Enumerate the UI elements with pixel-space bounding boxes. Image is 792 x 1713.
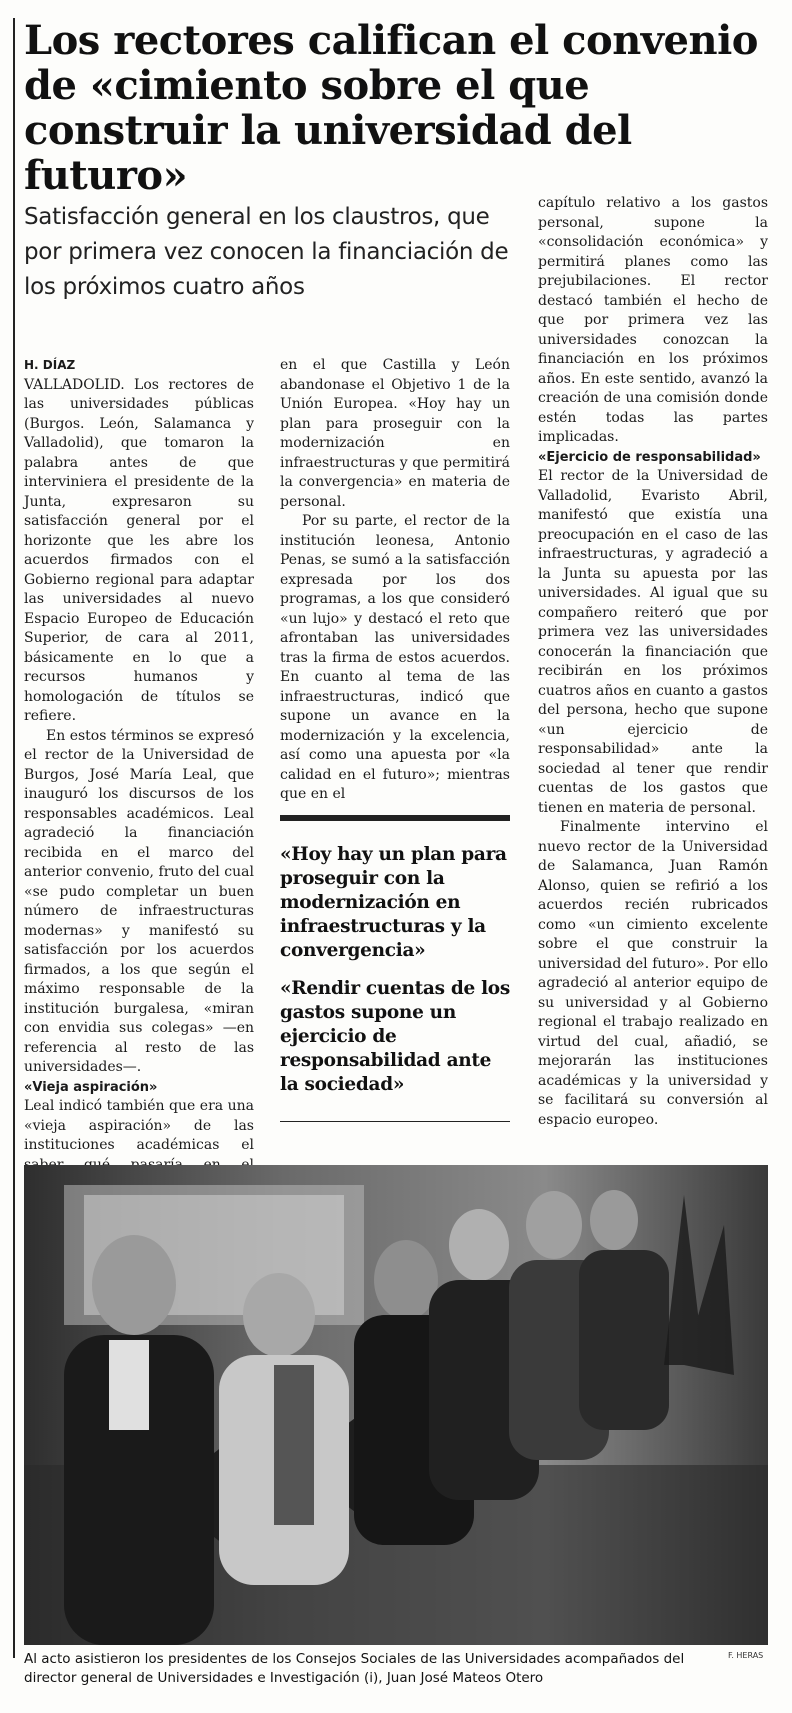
news-photo bbox=[24, 1165, 768, 1645]
pull-quote: «Hoy hay un plan para proseguir con la modernización en infraestructuras y la convergencia» bbox=[280, 844, 507, 961]
paragraph: El rector de la Universidad de Valladolid, Evaristo Abril, manifestó que existía una preocupación en el caso de las infraestructuras, y agradeció a la Junta su apuesta por las universidades. Al igual que su compañero reiteró que por primera vez las universidades conocerán la financiación que recibirán en los próximos cuatros años en cuanto a gastos del persona, hecho que supone «un ejercicio de responsabilidad» ante la sociedad al tener que rendir cuentas de los gastos que tienen en materia de personal. bbox=[538, 468, 768, 816]
photo-caption: Al acto asistieron los presidentes de los Consejos Sociales de las Universidades acompañados del director general de Universidades e Investigación (i), Juan José Mateos Otero bbox=[24, 1651, 685, 1686]
intertitle: «Ejercicio de responsabilidad» bbox=[538, 449, 761, 465]
pull-quote-box bbox=[280, 815, 510, 1122]
paragraph: En estos términos se expresó el rector de la Universidad de Burgos, José María Leal, que inauguró los discursos de los responsables académicos. Leal agradeció la financiación recibida en el marco del anterior convenio, fruto del cual «se pudo completar un buen número de infraestructuras modernas» y manifestó su satisfacción por los acuerdos firmados, a los que según el máximo responsable de la institución burgalesa, «miran con envidia sus colegas» —en referencia al resto de las universidades—. bbox=[24, 727, 254, 1075]
byline: H. DÍAZ bbox=[24, 358, 76, 372]
photo-illustration bbox=[24, 1165, 768, 1645]
intertitle: «Vieja aspiración» bbox=[24, 1079, 158, 1095]
paragraph: VALLADOLID. Los rectores de las universidades públicas (Burgos. León, Salamanca y Valladolid), que tomaron la palabra antes de que interviniera el presidente de la Junta, expresaron su satisfacción general por el horizonte que les abre los acuerdos firmados con el Gobierno regional para adaptar las universidades al nuevo Espacio Europeo de Educación Superior, de cara al 2011, básicamente en lo que a recursos humanos y homologación de títulos se refiere. bbox=[24, 376, 254, 724]
article-column-1 bbox=[24, 356, 254, 1195]
left-column-rule bbox=[13, 18, 15, 1658]
subheadline: Satisfacción general en los claustros, que por primera vez conocen la financiación de los próximos cuatro años bbox=[24, 204, 509, 300]
paragraph: en el que Castilla y León abandonase el Objetivo 1 de la Unión Europea. «Hoy hay un plan para proseguir con la modernización en infraestructuras y que permitirá la convergencia» en materia de personal. bbox=[280, 357, 510, 510]
pull-quote: «Rendir cuentas de los gastos supone un ejercicio de responsabilidad ante la sociedad» bbox=[280, 978, 510, 1095]
article-column-3 bbox=[538, 194, 768, 1130]
paragraph: Finalmente intervino el nuevo rector de la Universidad de Salamanca, Juan Ramón Alonso, quien se refirió a los acuerdos recién rubricados como «un cimiento excelente sobre el que construir la universidad del futuro». Por ello agradeció al anterior equipo de su universidad y al Gobierno regional el trabajo realizado en virtud del cual, añadió, se mejorarán las instituciones académicas y la universidad y se facilitará su conversión al espacio europeo. bbox=[538, 819, 768, 1128]
article-column-2 bbox=[280, 356, 510, 805]
paragraph: capítulo relativo a los gastos personal, supone la «consolidación económica» y permitirá planes como las prejubilaciones. El rector destacó también el hecho de que por primera vez las universidades conozcan la financiación en los próximos años. En este sentido, avanzó la creación de una comisión donde estén todas las partes implicadas. bbox=[538, 195, 768, 445]
paragraph: Por su parte, el rector de la institución leonesa, Antonio Penas, se sumó a la satisfacción expresada por los dos programas, a los que consideró «un lujo» y destacó el reto que afrontaban las universidades tras la firma de estos acuerdos. En cuanto al tema de las infraestructuras, indicó que supone un avance en la modernización y la excelencia, así como una apuesta por «la calidad en el futuro»; mientras que en el bbox=[280, 513, 510, 802]
headline: Los rectores califican el convenio de «cimiento sobre el que construir la universidad del futuro» bbox=[24, 17, 758, 199]
paragraph: Leal indicó también que era una «vieja aspiración» de las instituciones académicas el bbox=[24, 1098, 254, 1153]
photo-credit: F. HERAS bbox=[728, 1651, 764, 1660]
